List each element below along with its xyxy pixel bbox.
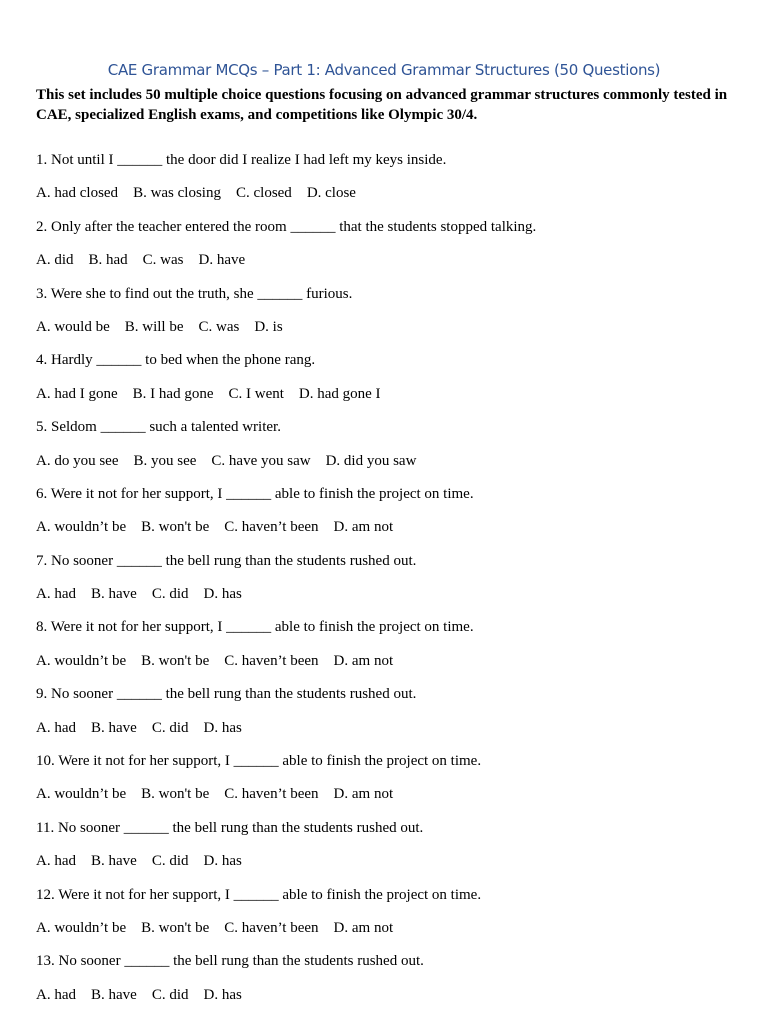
answer-options: [36, 651, 732, 671]
option-c: C. haven’t been: [224, 652, 319, 669]
question-text: 13. No sooner ______ the bell rung than the students rushed out.: [36, 953, 424, 970]
option-c: C. haven’t been: [224, 786, 319, 803]
option-c: C. was: [142, 252, 184, 269]
option-a: A. wouldn’t be: [36, 652, 127, 669]
question-text: 2. Only after the teacher entered the room ______ that the students stopped talking.: [36, 218, 537, 235]
document-title: CAE Grammar MCQs – Part 1: Advanced Grammar Structures (50 Questions): [107, 61, 661, 79]
answer-options: [36, 985, 732, 1005]
option-b: B. you see: [133, 452, 197, 469]
question-text: 4. Hardly ______ to bed when the phone rang.: [36, 352, 316, 369]
option-c: C. haven’t been: [224, 919, 319, 936]
option-d: D. am not: [333, 786, 394, 803]
option-a: A. had closed: [36, 185, 119, 202]
option-a: A. had: [36, 853, 76, 870]
option-b: B. had: [88, 252, 128, 269]
option-a: A. had: [36, 586, 76, 603]
option-d: D. did you saw: [325, 452, 417, 469]
answer-options: [36, 718, 732, 738]
option-c: C. closed: [235, 185, 292, 202]
answer-options: [36, 250, 732, 270]
option-b: B. will be: [124, 318, 184, 335]
option-d: D. have: [198, 252, 246, 269]
answer-options: [36, 317, 732, 337]
question-text: 12. Were it not for her support, I ______ able to finish the project on time.: [36, 886, 482, 903]
question-list: [36, 150, 732, 1005]
question-text: 10. Were it not for her support, I ______ able to finish the project on time.: [36, 753, 482, 770]
option-d: D. is: [254, 318, 283, 335]
option-c: C. did: [151, 853, 189, 870]
answer-options: [36, 851, 732, 871]
option-c: C. did: [151, 586, 189, 603]
answer-options: [36, 183, 732, 203]
option-d: D. am not: [333, 519, 394, 536]
answer-options: [36, 584, 732, 604]
answer-options: [36, 918, 732, 938]
option-d: D. has: [203, 586, 242, 603]
option-a: A. had I gone: [36, 385, 118, 402]
question-text: 5. Seldom ______ such a talented writer.: [36, 419, 281, 436]
option-d: D. close: [306, 185, 356, 202]
option-b: B. I had gone: [132, 385, 214, 402]
option-b: B. won't be: [141, 652, 210, 669]
answer-options: [36, 384, 732, 404]
option-d: D. had gone I: [298, 385, 381, 402]
option-d: D. has: [203, 853, 242, 870]
option-c: C. haven’t been: [224, 519, 319, 536]
option-a: A. did: [36, 252, 74, 269]
question-text: 9. No sooner ______ the bell rung than the students rushed out.: [36, 686, 417, 703]
answer-options: [36, 451, 732, 471]
option-b: B. have: [91, 853, 137, 870]
option-b: B. have: [91, 719, 137, 736]
question-text: 6. Were it not for her support, I ______ able to finish the project on time.: [36, 485, 474, 502]
answer-options: [36, 784, 732, 804]
option-a: A. do you see: [36, 452, 119, 469]
option-c: C. I went: [228, 385, 284, 402]
option-d: D. has: [203, 719, 242, 736]
option-d: D. am not: [333, 919, 394, 936]
answer-options: [36, 517, 732, 537]
option-a: A. would be: [36, 318, 110, 335]
question-text: 11. No sooner ______ the bell rung than the students rushed out.: [36, 819, 424, 836]
option-c: C. have you saw: [211, 452, 311, 469]
option-b: B. was closing: [133, 185, 221, 202]
option-a: A. wouldn’t be: [36, 919, 127, 936]
option-a: A. wouldn’t be: [36, 786, 127, 803]
question-text: 3. Were she to find out the truth, she ______ furious.: [36, 285, 353, 302]
option-d: D. has: [203, 986, 242, 1003]
option-c: C. did: [151, 719, 189, 736]
option-a: A. had: [36, 719, 76, 736]
option-b: B. won't be: [141, 519, 210, 536]
option-a: A. wouldn’t be: [36, 519, 127, 536]
document-intro: This set includes 50 multiple choice questions focusing on advanced grammar structures commonly tested in CAE, specialized English exams, and competitions like Olympic 30/4.: [36, 87, 728, 123]
option-d: D. am not: [333, 652, 394, 669]
option-b: B. won't be: [141, 786, 210, 803]
option-b: B. won't be: [141, 919, 210, 936]
question-text: 7. No sooner ______ the bell rung than the students rushed out.: [36, 552, 417, 569]
option-b: B. have: [91, 586, 137, 603]
question-text: 8. Were it not for her support, I ______ able to finish the project on time.: [36, 619, 474, 636]
option-c: C. was: [198, 318, 240, 335]
option-c: C. did: [151, 986, 189, 1003]
option-a: A. had: [36, 986, 76, 1003]
option-b: B. have: [91, 986, 137, 1003]
question-text: 1. Not until I ______ the door did I realize I had left my keys inside.: [36, 152, 447, 168]
